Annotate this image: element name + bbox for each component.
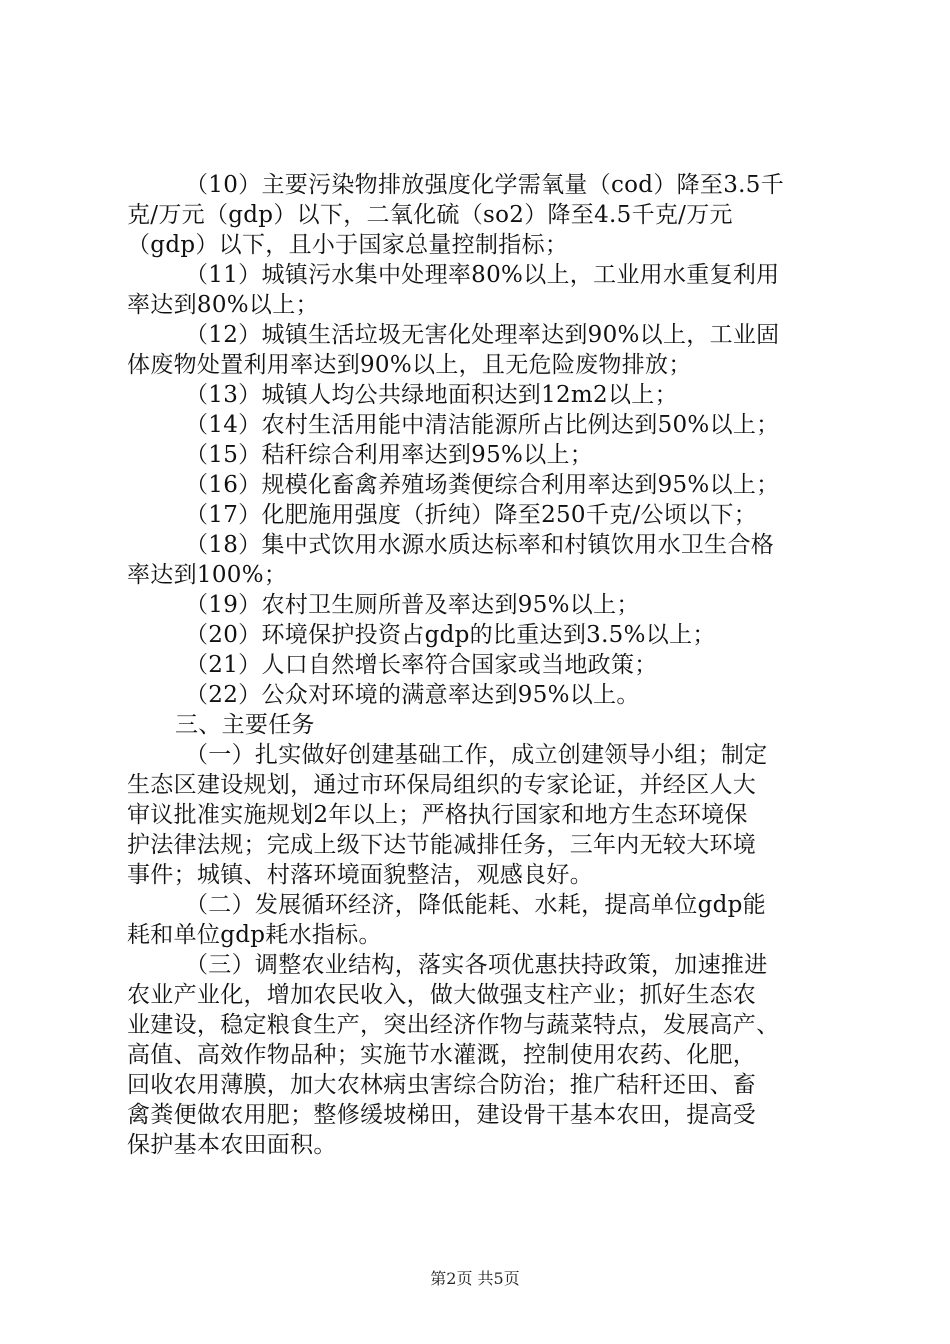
text-line: 禽粪便做农用肥；整修缓坡梯田，建设骨干基本农田，提高受 <box>127 1102 757 1128</box>
text-line: （22）公众对环境的满意率达到95%以上。 <box>185 682 640 708</box>
text-line: （19）农村卫生厕所普及率达到95%以上； <box>185 592 640 618</box>
text-line: 保护基本农田面积。 <box>127 1132 337 1158</box>
text-line: （10）主要污染物排放强度化学需氧量（cod）降至3.5千 <box>185 172 784 198</box>
text-line: （14）农村生活用能中清洁能源所占比例达到50%以上； <box>185 412 780 438</box>
text-line: 高值、高效作物品种；实施节水灌溉，控制使用农药、化肥， <box>127 1042 757 1068</box>
text-line: （21）人口自然增长率符合国家或当地政策； <box>185 652 658 678</box>
text-line: 回收农用薄膜，加大农林病虫害综合防治；推广秸秆还田、畜 <box>127 1072 757 1098</box>
text-line: （18）集中式饮用水源水质达标率和村镇饮用水卫生合格 <box>185 532 775 558</box>
text-line: 耗和单位gdp耗水指标。 <box>127 922 382 948</box>
text-line: （12）城镇生活垃圾无害化处理率达到90%以上，工业固 <box>185 322 780 348</box>
text-line: （二）发展循环经济，降低能耗、水耗，提高单位gdp能 <box>185 892 766 918</box>
text-line: （11）城镇污水集中处理率80%以上，工业用水重复利用 <box>185 262 780 288</box>
text-line: （17）化肥施用强度（折纯）降至250千克/公顷以下； <box>185 502 758 528</box>
text-line: （一）扎实做好创建基础工作，成立创建领导小组；制定 <box>185 742 768 768</box>
text-line: （20）环境保护投资占gdp的比重达到3.5%以上； <box>185 622 716 648</box>
text-line: 农业产业化，增加农民收入，做大做强支柱产业；抓好生态农 <box>127 982 757 1008</box>
text-line: 体废物处置利用率达到90%以上，且无危险废物排放； <box>127 352 692 378</box>
text-line: 审议批准实施规划2年以上；严格执行国家和地方生态环境保 <box>127 802 748 828</box>
text-line: （gdp）以下，且小于国家总量控制指标； <box>127 232 569 258</box>
text-line: 事件；城镇、村落环境面貌整洁，观感良好。 <box>127 862 593 888</box>
text-line: （15）秸秆综合利用率达到95%以上； <box>185 442 594 468</box>
text-line: 率达到80%以上； <box>127 292 319 318</box>
text-line: （三）调整农业结构，落实各项优惠扶持政策，加速推进 <box>185 952 768 978</box>
text-line: 克/万元（gdp）以下，二氧化硫（so2）降至4.5千克/万元 <box>127 202 733 228</box>
text-line: 率达到100%； <box>127 562 288 588</box>
text-line: 护法律法规；完成上级下达节能减排任务，三年内无较大环境 <box>127 832 757 858</box>
page-footer: 第2页 共5页 <box>430 1269 520 1288</box>
text-line: 业建设，稳定粮食生产，突出经济作物与蔬菜特点，发展高产、 <box>127 1012 780 1038</box>
text-line: （16）规模化畜禽养殖场粪便综合利用率达到95%以上； <box>185 472 780 498</box>
document-body <box>127 170 839 1160</box>
text-line: 生态区建设规划，通过市环保局组织的专家论证，并经区人大 <box>127 772 757 798</box>
text-line: 三、主要任务 <box>175 712 315 738</box>
text-line: （13）城镇人均公共绿地面积达到12m2以上； <box>185 382 678 408</box>
